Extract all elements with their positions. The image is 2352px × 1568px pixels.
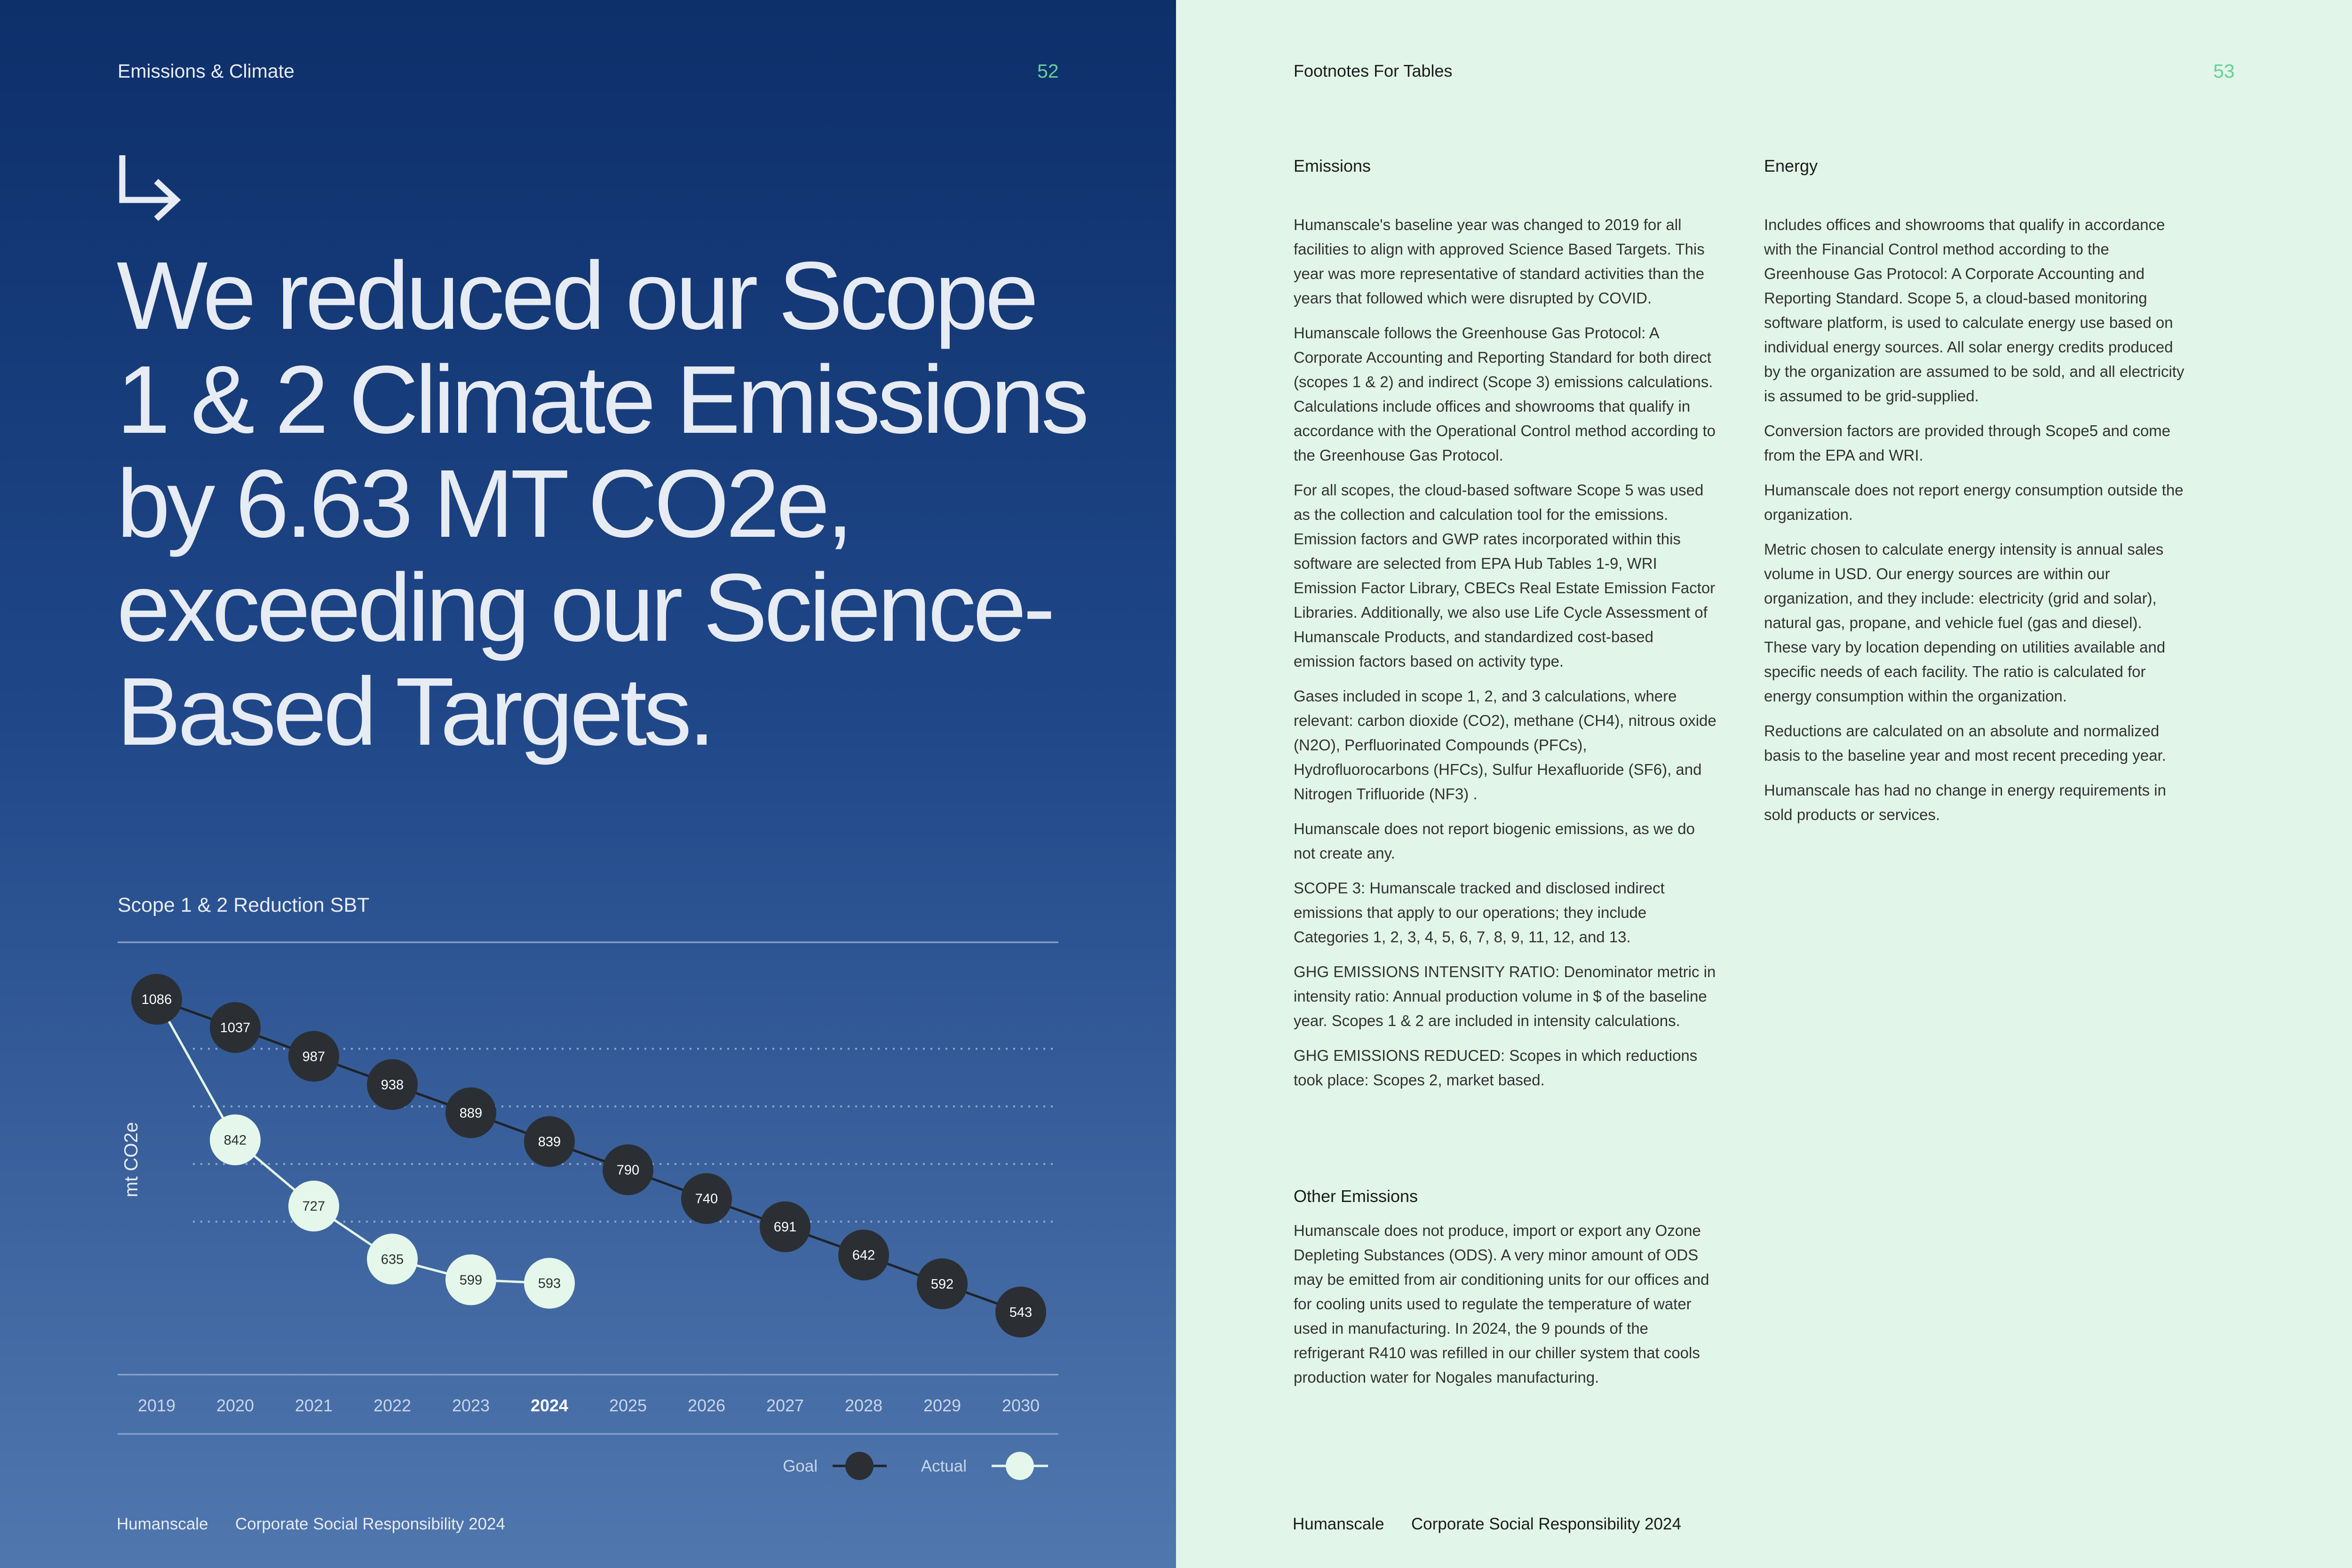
goal-point [995, 1287, 1046, 1337]
goal-data-label: 790 [616, 1162, 640, 1178]
actual-point [210, 1114, 261, 1165]
emissions-paragraph: Humanscale follows the Greenhouse Gas Protocol: A Corporate Accounting and Reporting Standard for both direct (scopes 1 & 2) and indirect (Scope 3) emissions calculations. Calculations include offices and showrooms that qualify in accordance with the Operational Control method according to the Greenhouse Gas Protocol. [1294, 324, 1716, 464]
goal-point [681, 1173, 732, 1224]
goal-point [524, 1116, 575, 1167]
legend-label: Goal [783, 1457, 818, 1475]
goal-point [603, 1145, 653, 1195]
x-tick-label: 2021 [294, 1396, 333, 1415]
actual-data-label: 593 [538, 1276, 561, 1291]
x-tick-label: 2019 [137, 1396, 176, 1415]
energy-paragraph: Humanscale does not report energy consumption outside the organization. [1764, 481, 2184, 523]
legend-label: Actual [921, 1457, 967, 1475]
actual-point [367, 1234, 418, 1284]
emissions-paragraph: Humanscale does not report biogenic emissions, as we do not create any. [1294, 820, 1695, 862]
footer-report-title: Corporate Social Responsibility 2024 [235, 1515, 505, 1533]
emissions-heading: Emissions [1294, 156, 1371, 175]
x-tick-label: 2029 [923, 1396, 961, 1415]
goal-point [288, 1031, 339, 1082]
goal-data-label: 592 [930, 1276, 954, 1292]
section-title: Emissions & Climate [118, 60, 294, 82]
goal-series-line [157, 999, 1021, 1312]
x-tick-label: 2026 [687, 1396, 726, 1415]
goal-data-label: 987 [302, 1049, 326, 1065]
legend-item-actual [921, 1452, 1048, 1480]
actual-point [445, 1254, 496, 1305]
emissions-paragraph: Gases included in scope 1, 2, and 3 calculations, where relevant: carbon dioxide (CO2), methane (CH4), nitrous oxide (N2O), Perfluorinated Compounds (PFCs), Hydrofluorocarbons (HFCs), Sulfur Hexafluoride (SF6), and Nitrogen Trifluoride (NF3) . [1294, 687, 1716, 803]
goal-data-label: 938 [381, 1077, 404, 1093]
other-emissions-heading: Other Emissions [1294, 1186, 1418, 1206]
emissions-paragraph: Humanscale's baseline year was changed to 2019 for all facilities to align with approved Science Based Targets. This year was more representative of standard activities than the years that followed which were disrupted by COVID. [1294, 216, 1705, 307]
goal-point [445, 1087, 496, 1138]
energy-paragraph: Conversion factors are provided through Scope5 and come from the EPA and WRI. [1764, 422, 2171, 464]
goal-data-label: 642 [852, 1248, 875, 1263]
x-tick-label: 2028 [844, 1396, 883, 1415]
actual-point [524, 1258, 575, 1309]
x-tick-label: 2030 [1001, 1396, 1040, 1415]
x-tick-label: 2020 [216, 1396, 254, 1415]
x-tick-label: 2024 [530, 1396, 569, 1415]
other-emissions-column [1294, 1218, 1717, 1400]
x-tick-label: 2023 [452, 1396, 490, 1415]
footer-report-title: Corporate Social Responsibility 2024 [1411, 1515, 1681, 1533]
goal-point [367, 1059, 418, 1110]
emissions-column [1294, 213, 1717, 1103]
chart-title: Scope 1 & 2 Reduction SBT [118, 894, 370, 916]
headline: We reduced our Scope 1 & 2 Climate Emissions by 6.63 MT CO2e, exceeding our Science-Based Targets. [117, 242, 1086, 765]
y-axis-label: mt CO2e [121, 1122, 142, 1198]
other-emissions-paragraph: Humanscale does not produce, import or export any Ozone Depleting Substances (ODS). A very minor amount of ODS may be emitted from air conditioning units for our offices and for cooling units used to regulate the temperature of water used in manufacturing. In 2024, the 9 pounds of the refrigerant R410 was refilled in our chiller system that cools production water for Nogales manufacturing. [1294, 1222, 1709, 1386]
page-number: 52 [1037, 60, 1059, 82]
actual-point [288, 1181, 339, 1232]
emissions-paragraph: GHG EMISSIONS REDUCED: Scopes in which reductions took place: Scopes 2, market based. [1294, 1047, 1698, 1089]
energy-paragraph: Metric chosen to calculate energy intensity is annual sales volume in USD. Our energy sources are within our organization, and they include: electricity (grid and solar), natural gas, propane, and vehicle fuel (gas and diesel). These vary by location depending on utilities available and specific needs of each facility. The ratio is calculated for energy consumption within the organization. [1764, 541, 2166, 705]
energy-heading: Energy [1764, 156, 1818, 175]
actual-data-label: 727 [302, 1199, 326, 1214]
energy-paragraph: Humanscale has had no change in energy requirements in sold products or services. [1764, 781, 2166, 823]
goal-data-label: 1086 [141, 992, 172, 1008]
goal-data-label: 691 [773, 1219, 797, 1235]
right-page [1176, 0, 2352, 1568]
goal-data-label: 543 [1009, 1305, 1033, 1320]
goal-data-label: 740 [695, 1191, 718, 1207]
energy-column [1764, 213, 2187, 837]
legend-item-goal [783, 1452, 887, 1480]
emissions-paragraph: For all scopes, the cloud-based software Scope 5 was used as the collection and calculation tool for the emissions. Emission factors and GWP rates incorporated within this software are selected from EPA Hub Tables 1-9, WRI Emission Factor Library, CBECs Real Estate Emission Factor Libraries. Additionally, we also use Life Cycle Assessment of Humanscale Products, and standardized cost-based emission factors based on activity type. [1294, 481, 1716, 670]
actual-data-label: 842 [223, 1132, 247, 1148]
emissions-paragraph: SCOPE 3: Humanscale tracked and disclosed indirect emissions that apply to our operations; they include Categories 1, 2, 3, 4, 5, 6, 7, 8, 9, 11, 12, and 13. [1294, 879, 1665, 946]
actual-data-label: 599 [459, 1273, 483, 1288]
goal-point [131, 974, 182, 1025]
section-title: Footnotes For Tables [1294, 61, 1453, 80]
actual-data-label: 635 [381, 1252, 404, 1267]
goal-point [210, 1002, 261, 1053]
energy-paragraph: Reductions are calculated on an absolute and normalized basis to the baseline year and most recent preceding year. [1764, 722, 2166, 764]
goal-data-label: 889 [459, 1106, 483, 1121]
goal-data-label: 1037 [220, 1020, 251, 1036]
x-tick-label: 2027 [766, 1396, 804, 1415]
footer-brand: Humanscale [117, 1515, 208, 1533]
footer-brand: Humanscale [1293, 1515, 1384, 1533]
legend-marker [1006, 1452, 1034, 1480]
goal-point [917, 1258, 968, 1309]
goal-data-label: 839 [538, 1134, 561, 1150]
legend-marker [845, 1452, 874, 1480]
goal-point [760, 1202, 810, 1252]
page-number: 53 [2213, 60, 2235, 82]
goal-point [838, 1230, 889, 1281]
emissions-paragraph: GHG EMISSIONS INTENSITY RATIO: Denominator metric in intensity ratio: Annual production volume in $ of the baseline year. Scopes 1 & 2 are included in intensity calculations. [1294, 963, 1716, 1029]
x-tick-label: 2022 [373, 1396, 412, 1415]
energy-paragraph: Includes offices and showrooms that qualify in accordance with the Financial Control method according to the Greenhouse Gas Protocol: A Corporate Accounting and Reporting Standard. Scope 5, a cloud-based monitoring software platform, is used to calculate energy use based on individual energy sources. All solar energy credits produced by the organization are assumed to be sold, and all electricity is assumed to be grid-supplied. [1764, 216, 2185, 405]
x-tick-label: 2025 [609, 1396, 647, 1415]
